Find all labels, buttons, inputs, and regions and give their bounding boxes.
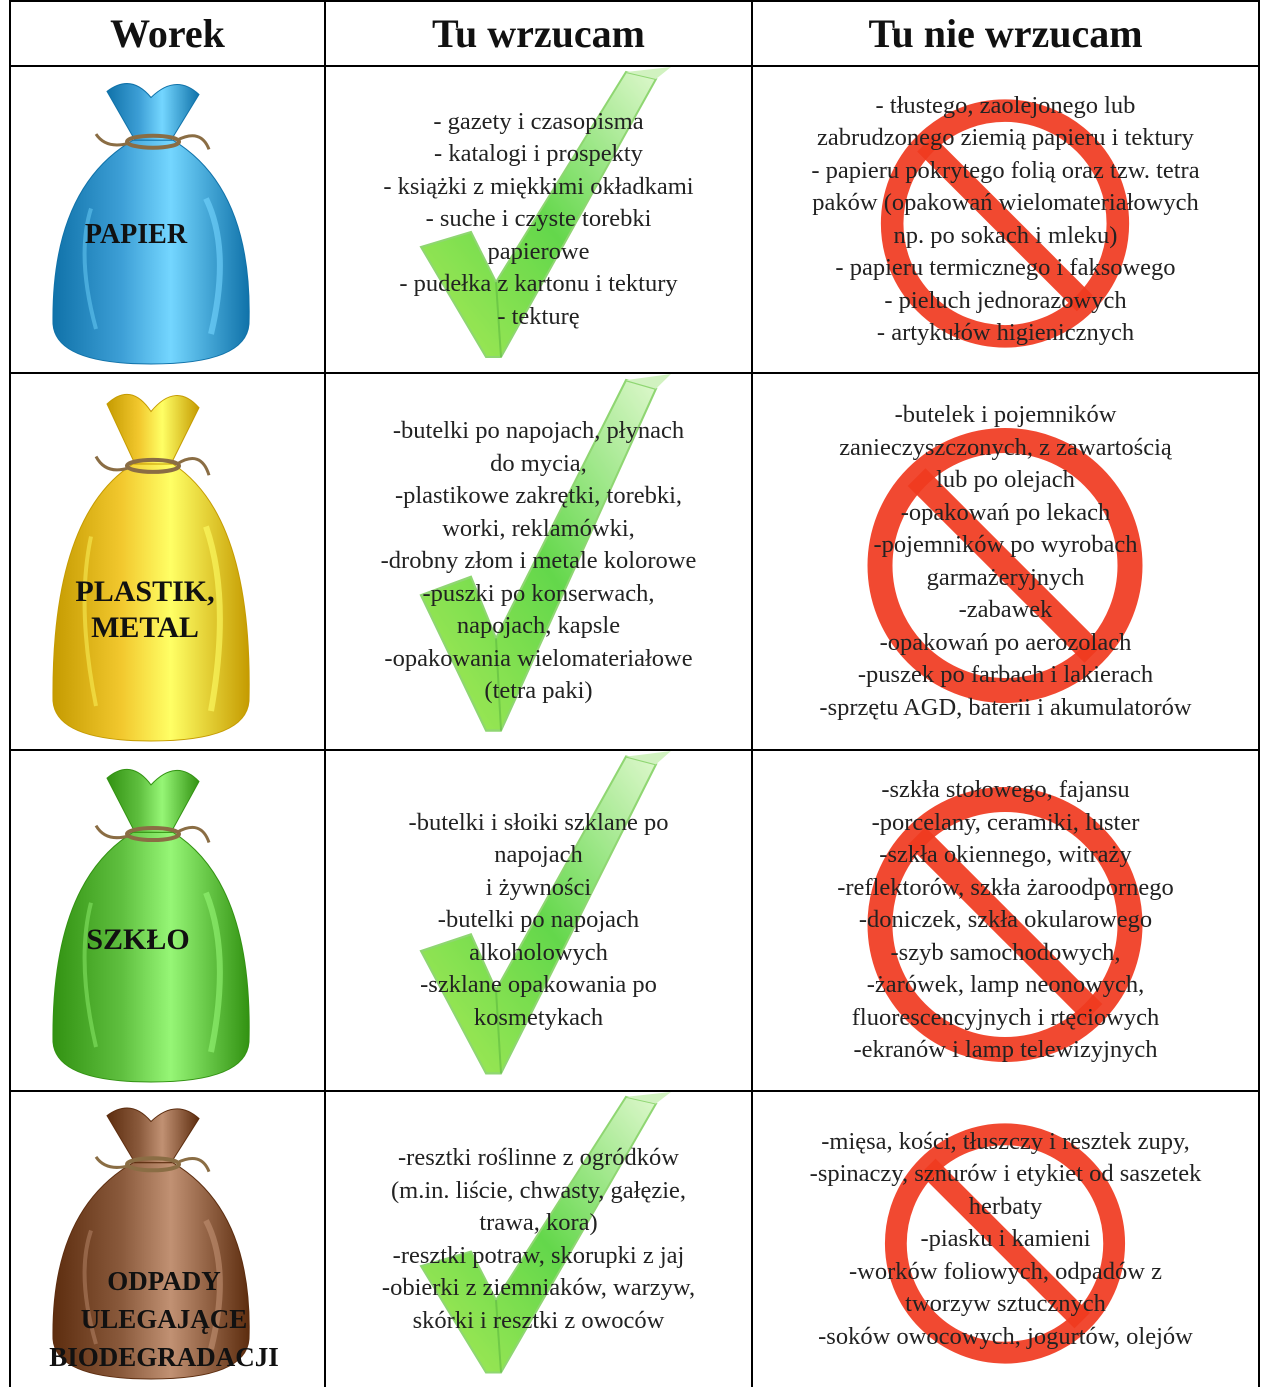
garbage-bag-icon [11,374,324,749]
allowed-item: worki, reklamówki, [442,514,635,542]
allowed-item: i żywności [485,873,592,901]
bag-label-line: BIODEGRADACJI [49,1342,279,1372]
not-allowed-item: -worków foliowych, odpadów z [849,1257,1162,1285]
not-allowed-item: -żarówek, lamp neonowych, [866,971,1145,999]
garbage-bag-icon [11,751,324,1090]
allowed-list [409,807,669,1035]
allowed-item: - gazety i czasopisma [433,107,644,135]
allowed-list [381,415,697,708]
not-allowed-item: -doniczek, szkła okularowego [858,906,1153,934]
allowed-item: -butelki po napojach [437,906,640,934]
not-allowed-item: herbaty [968,1192,1043,1220]
not-allowed-item: tworzyw sztucznych [905,1290,1106,1318]
not-allowed-item: -szyb samochodowych, [890,938,1121,966]
not-allowed-cell [753,374,1258,749]
allowed-item: -obierki z ziemniaków, warzyw, [381,1274,696,1301]
allowed-item: trawa, kora) [479,1209,598,1236]
allowed-item: - pudełka z kartonu i tektury [399,270,678,298]
bag-label-line: PLASTIK, [75,575,215,608]
not-allowed-list [837,774,1174,1067]
not-allowed-item: -porcelany, ceramiki, luster [871,808,1140,836]
not-allowed-item: -puszek po farbach i lakierach [857,661,1154,688]
allowed-item: -butelki po napojach, płynach [392,417,685,445]
not-allowed-item: -sprzętu AGD, baterii i akumulatorów [819,693,1192,721]
not-allowed-item: -szkła stołowego, fajansu [881,776,1130,804]
allowed-item: -szklane opakowania po [420,971,657,999]
header-allowed: Tu wrzucam [432,10,645,56]
not-allowed-item: -ekranów i lamp telewizyjnych [853,1036,1158,1064]
allowed-item: -puszki po konserwach, [422,579,655,607]
allowed-list [383,106,693,334]
header-not-allowed: Tu nie wrzucam [868,10,1143,56]
allowed-item: - książki z miękkimi okładkami [383,172,694,200]
not-allowed-item: -szkła okiennego, witraży [879,841,1132,869]
not-allowed-item: zabrudzonego ziemią papieru i tektury [817,124,1194,151]
allowed-item: kosmetykach [473,1003,604,1031]
not-allowed-item: - papieru pokrytego folią oraz tzw. tetra [811,156,1200,184]
not-allowed-item: -butelek i pojemników [894,401,1117,428]
not-allowed-item: - pieluch jednorazowych [884,286,1127,314]
not-allowed-item: -reflektorów, szkła żaroodpornego [837,873,1174,901]
allowed-item: alkoholowych [469,938,608,966]
allowed-cell [326,751,751,1090]
not-allowed-item: -zabawek [958,596,1053,623]
allowed-item: -resztki roślinne z ogródków [398,1144,679,1171]
not-allowed-cell [753,67,1258,372]
bag-cell [11,67,324,372]
allowed-item: napojach [494,841,583,869]
not-allowed-item: -spinaczy, sznurów i etykiet od saszetek [809,1160,1202,1188]
allowed-item: -opakowania wielomateriałowe [384,644,693,672]
allowed-cell [326,1092,751,1387]
not-allowed-item: - papieru termicznego i faksowego [835,254,1176,281]
allowed-item: napojach, kapsle [456,612,621,640]
allowed-cell [326,67,751,372]
not-allowed-item: paków (opakowań wielomateriałowych [812,189,1199,216]
not-allowed-list [811,90,1199,350]
bag-cell [11,751,324,1090]
bag-label-line: METAL [91,611,199,644]
allowed-list [382,1142,695,1337]
bag-label-line: PAPIER [84,219,188,250]
allowed-item: -plastikowe zakrętki, torebki, [394,482,683,510]
not-allowed-item: -mięsa, kości, tłuszczy i resztek zupy, [821,1127,1190,1155]
bag-label-glass [73,923,203,957]
not-allowed-item: -soków owocowych, jogurtów, olejów [818,1322,1193,1350]
bag-cell [11,1092,324,1387]
allowed-item: do mycia, [490,449,587,477]
allowed-cell [326,374,751,749]
allowed-item: papierowe [487,237,590,265]
not-allowed-item: -opakowań po aerozolach [879,628,1132,656]
not-allowed-item: - tłustego, zaolejonego lub [875,91,1136,119]
grid-line [1258,0,1260,1387]
not-allowed-item: np. po sokach i mleku) [893,221,1118,249]
allowed-item: -resztki potraw, skorupki z jaj [392,1241,685,1269]
bag-label-paper [61,219,211,251]
bag-label-line: ODPADY [107,1266,221,1296]
header-bag: Worek [110,10,225,56]
allowed-item: - tekturę [497,302,580,330]
allowed-item: - katalogi i prospekty [434,140,643,168]
not-allowed-item: - artykułów higienicznych [876,319,1135,346]
allowed-item: (m.in. liście, chwasty, gałęzie, [390,1176,687,1204]
not-allowed-item: -pojemników po wyrobach [873,531,1138,558]
bag-cell [11,374,324,749]
not-allowed-cell [753,1092,1258,1387]
not-allowed-item: fluorescencyjnych i rtęciowych [851,1003,1160,1031]
not-allowed-list [810,1126,1202,1354]
not-allowed-item: zanieczyszczonych, z zawartością [839,433,1172,461]
allowed-item: skórki i resztki z owoców [412,1306,665,1334]
allowed-item: -butelki i słoiki szklane po [408,808,669,836]
not-allowed-cell [753,751,1258,1090]
bag-label-line: ULEGAJĄCE [80,1304,248,1334]
bag-label-bio [29,1262,299,1376]
not-allowed-item: -opakowań po lekach [900,498,1111,526]
allowed-item: - suche i czyste torebki [425,205,652,233]
bag-label-line: SZKŁO [86,923,190,956]
allowed-item: (tetra paki) [484,677,593,705]
not-allowed-item: lub po olejach [936,466,1075,493]
not-allowed-item: garmażeryjnych [926,563,1085,591]
bag-label-plastic-metal [55,574,235,646]
not-allowed-item: -piasku i kamieni [920,1225,1091,1253]
allowed-item: -drobny złom i metale kolorowe [380,547,697,575]
not-allowed-list [819,399,1191,724]
